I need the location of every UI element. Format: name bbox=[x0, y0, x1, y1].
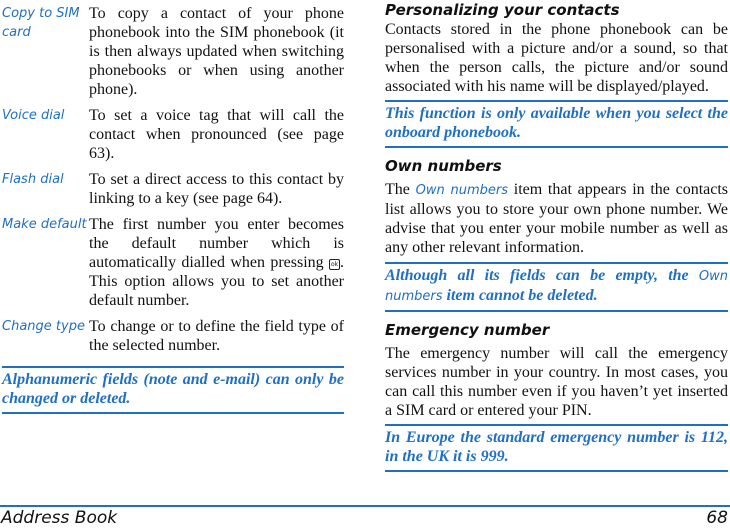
footer-page-number: 68 bbox=[706, 508, 728, 528]
definition-description: To copy a contact of your phone phonebook into the SIM phonebook (it is then always updated when switching phonebooks or when using another phone). bbox=[89, 5, 344, 98]
definition-description-part2: . This option allows you to set another default number. bbox=[89, 254, 345, 309]
definition-change-type bbox=[2, 317, 344, 355]
note-onboard-phonebook: This function is only available when you select the onboard phonebook. bbox=[385, 100, 728, 148]
section-heading-own-numbers: Own numbers bbox=[385, 157, 502, 175]
footer-section-title: Address Book bbox=[1, 508, 118, 528]
definition-description: To set a voice tag that will call the contact when pronounced (see page 63). bbox=[89, 107, 344, 162]
definition-make-default bbox=[2, 215, 344, 310]
definition-term: Flash dial bbox=[2, 172, 64, 187]
definition-term: Change type bbox=[2, 319, 85, 334]
section-paragraph-emergency: The emergency number will call the emergency services number in your country. In most cases, you can call this number even if you haven’t yet inserted a SIM card or entered your PIN. bbox=[385, 345, 728, 419]
paragraph-text: The bbox=[385, 181, 410, 198]
section-heading-personalizing: Personalizing your contacts bbox=[385, 1, 620, 19]
note-alphanumeric-fields: Alphanumeric fields (note and e-mail) can only be changed or deleted. bbox=[2, 366, 344, 414]
definition-flash-dial bbox=[2, 170, 344, 208]
note-text: item cannot be deleted. bbox=[446, 287, 598, 304]
definition-description: To change or to define the field type of the selected number. bbox=[89, 318, 344, 354]
left-column bbox=[2, 4, 344, 414]
right-column bbox=[385, 0, 728, 472]
definition-voice-dial bbox=[2, 106, 344, 163]
definition-description bbox=[89, 215, 344, 310]
definition-term: Make default bbox=[2, 217, 87, 232]
note-own-numbers bbox=[385, 262, 728, 312]
footer-divider bbox=[0, 505, 730, 507]
own-numbers-menu-link: Own numbers bbox=[385, 269, 729, 304]
paragraph-text: item that appears in the contacts list allows you to store your own phone number. We advise that you enter your mobile number as well as any other relevant information. bbox=[385, 181, 729, 256]
definition-term: Copy to SIM card bbox=[2, 6, 80, 40]
section-paragraph-own-numbers bbox=[385, 180, 728, 257]
section-heading-emergency: Emergency number bbox=[385, 321, 550, 339]
note-emergency-numbers: In Europe the standard emergency number is 112, in the UK it is 999. bbox=[385, 424, 728, 472]
definition-copy-to-sim bbox=[2, 4, 344, 99]
note-text: Although all its fields can be empty, the bbox=[385, 267, 689, 284]
definition-description: To set a direct access to this contact by linking to a key (see page 64). bbox=[89, 171, 344, 207]
definition-description-part1: The first number you enter becomes the default number which is automatically dialled when pressing bbox=[89, 216, 344, 271]
ok-key-icon: ok bbox=[330, 261, 339, 268]
section-paragraph-personalizing: Contacts stored in the phone phonebook can be personalised with a picture and/or a sound, so that when the person calls, the picture and/or sound associated with his name will be displayed/played. bbox=[385, 21, 728, 95]
own-numbers-menu-link: Own numbers bbox=[415, 183, 509, 198]
definition-term: Voice dial bbox=[2, 108, 65, 123]
